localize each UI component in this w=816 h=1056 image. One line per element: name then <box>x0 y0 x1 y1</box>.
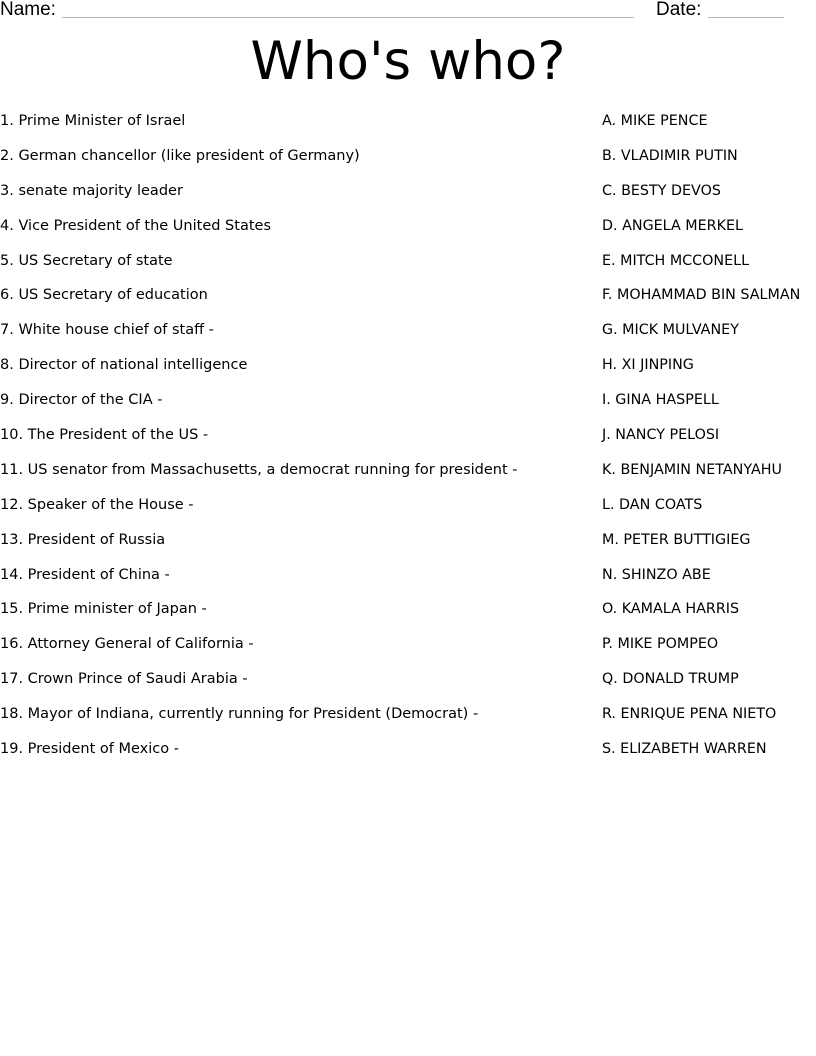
clue-item: 12. Speaker of the House - <box>0 496 194 513</box>
clue-item: 6. US Secretary of education <box>0 287 208 304</box>
date-field-line[interactable] <box>708 17 784 18</box>
clue-item: 11. US senator from Massachusetts, a democrat running for president - <box>0 461 518 478</box>
answer-item: H. XI JINPING <box>602 357 694 374</box>
answer-item: E. MITCH MCCONELL <box>602 252 750 269</box>
clue-item: 19. President of Mexico - <box>0 741 179 758</box>
clue-item: 14. President of China - <box>0 566 170 583</box>
clue-item: 8. Director of national intelligence <box>0 357 248 374</box>
clue-list <box>0 111 590 774</box>
clue-item: 3. senate majority leader <box>0 182 183 199</box>
answer-item: O. KAMALA HARRIS <box>602 601 740 618</box>
clue-item: 5. US Secretary of state <box>0 252 173 269</box>
answer-item: Q. DONALD TRUMP <box>602 671 739 688</box>
clue-item: 18. Mayor of Indiana, currently running for President (Democrat) - <box>0 706 479 723</box>
answer-item: S. ELIZABETH WARREN <box>602 741 767 758</box>
answer-item: L. DAN COATS <box>602 496 703 513</box>
name-field-line[interactable] <box>62 17 634 18</box>
answer-item: C. BESTY DEVOS <box>602 182 721 199</box>
answer-item: A. MIKE PENCE <box>602 113 708 129</box>
answer-item: K. BENJAMIN NETANYAHU <box>602 461 782 478</box>
answer-item: D. ANGELA MERKEL <box>602 217 743 234</box>
answer-item: F. MOHAMMAD BIN SALMAN <box>602 287 801 304</box>
name-label: Name: <box>0 0 56 20</box>
clue-item: 17. Crown Prince of Saudi Arabia - <box>0 671 248 688</box>
answer-item: G. MICK MULVANEY <box>602 322 739 339</box>
page-title: Who's who? <box>250 31 566 92</box>
answer-item: I. GINA HASPELL <box>602 392 719 409</box>
answer-item: R. ENRIQUE PENA NIETO <box>602 706 777 723</box>
clue-item: 7. White house chief of staff - <box>0 322 214 339</box>
answer-item: P. MIKE POMPEO <box>602 636 719 653</box>
answer-list <box>602 111 816 774</box>
clue-item: 2. German chancellor (like president of Germany) <box>0 147 360 164</box>
clue-item: 10. The President of the US - <box>0 427 209 444</box>
answer-item: J. NANCY PELOSI <box>602 427 720 444</box>
clue-item: 13. President of Russia <box>0 531 166 548</box>
clue-item: 9. Director of the CIA - <box>0 392 163 409</box>
clue-item: 1. Prime Minister of Israel <box>0 113 186 129</box>
answer-item: M. PETER BUTTIGIEG <box>602 531 751 548</box>
worksheet-header <box>0 0 816 22</box>
clue-item: 15. Prime minister of Japan - <box>0 601 207 618</box>
answer-item: B. VLADIMIR PUTIN <box>602 147 738 164</box>
clue-item: 4. Vice President of the United States <box>0 217 271 234</box>
answer-item: N. SHINZO ABE <box>602 566 711 583</box>
clue-item: 16. Attorney General of California - <box>0 636 254 653</box>
date-label: Date: <box>656 0 702 20</box>
